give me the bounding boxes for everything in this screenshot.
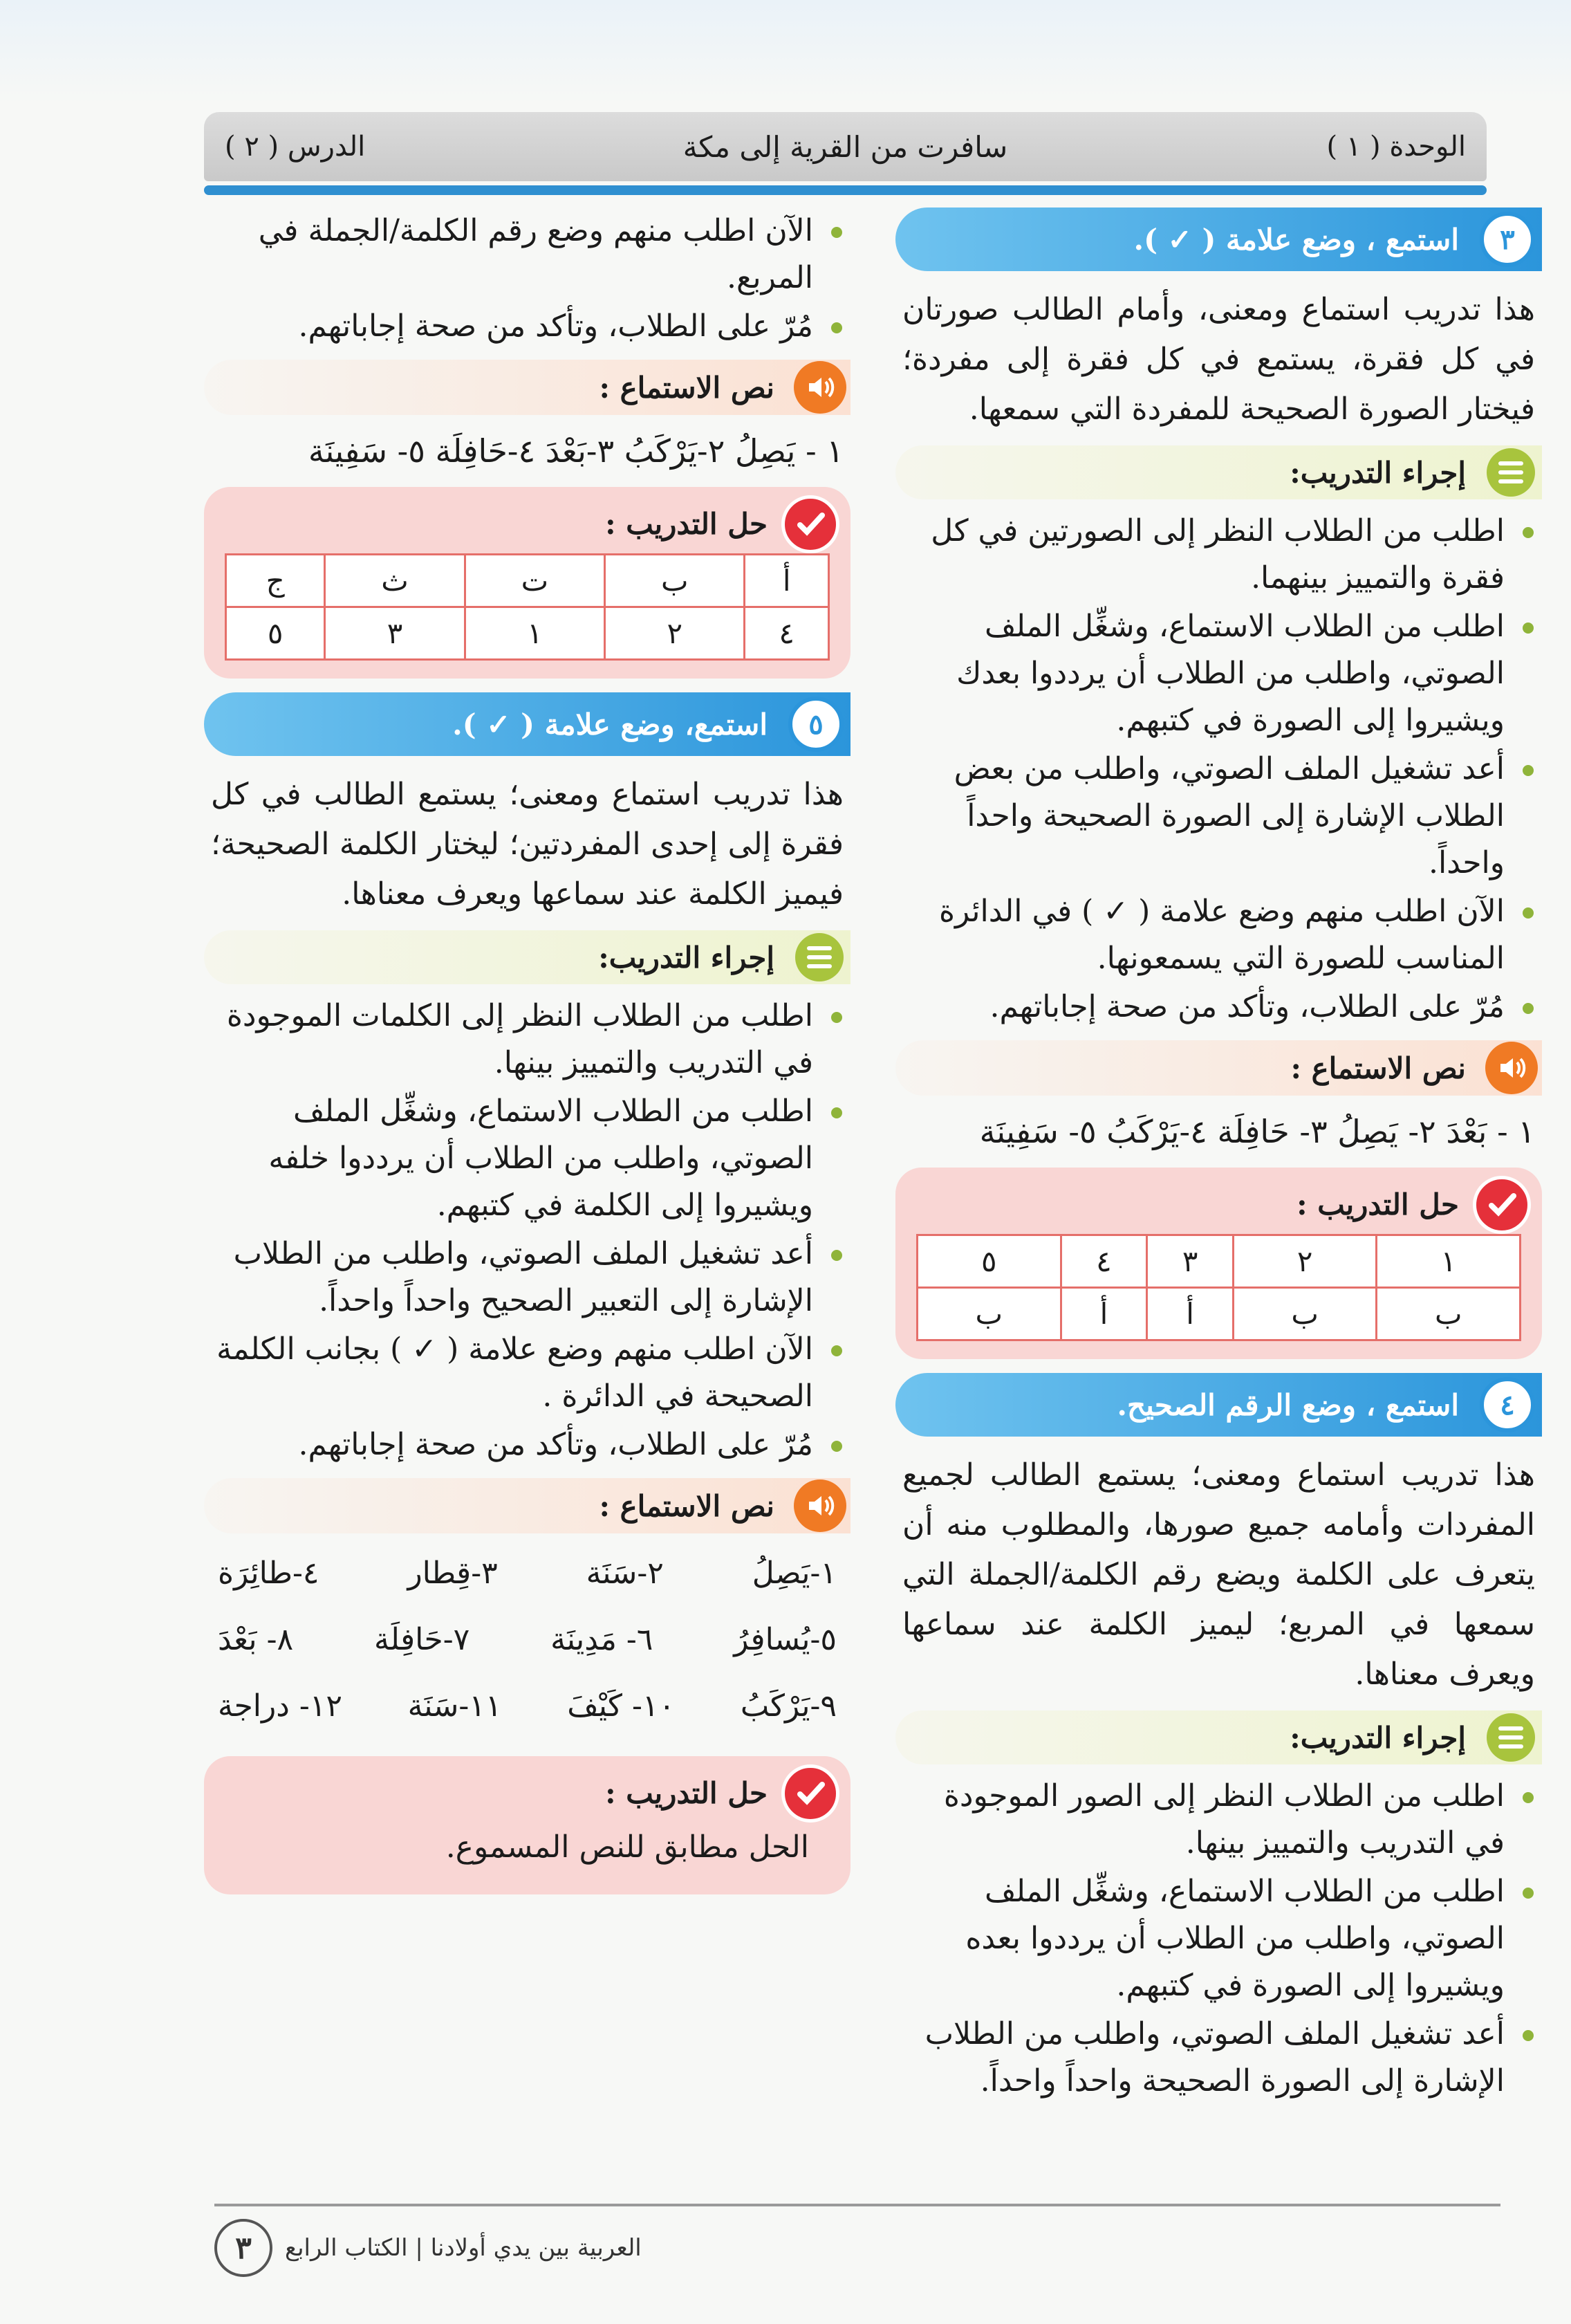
listen-title: نص الاستماع : — [599, 1488, 774, 1523]
check-icon — [1473, 1176, 1531, 1234]
speaker-icon[interactable] — [794, 361, 846, 414]
solution-title: حل التدريب : — [1296, 1187, 1459, 1221]
exercise-3-steps — [895, 508, 1542, 1031]
table-cell: أ — [1061, 1288, 1147, 1340]
word-item: ١٢- دراجة — [218, 1688, 342, 1724]
table-cell: ٤ — [745, 607, 829, 660]
table-cell: ب — [918, 1288, 1061, 1340]
exercise-4-listen-text: ١ - يَصِلُ ٢-يَرْكَبُ ٣-بَعْدَ ٤-حَافِلَة ٥- سَفِينَة — [308, 432, 844, 470]
page-header — [204, 112, 1487, 181]
list-icon — [1487, 448, 1535, 497]
list-icon — [1487, 1713, 1535, 1762]
table-row — [918, 1288, 1521, 1340]
word-item: ٣-قِطار — [407, 1556, 498, 1591]
list-item: الآن اطلب منهم وضع علامة ( ✓ ) بجانب الكلمة الصحيحة في الدائرة . — [204, 1326, 850, 1420]
check-icon — [781, 495, 839, 553]
exercise-5-procedure-header — [204, 930, 850, 984]
list-item: أعد تشغيل الملف الصوتي، واطلب من الطلاب الإشارة إلى الصورة الصحيحة واحداً واحداً. — [895, 2011, 1542, 2105]
table-row — [226, 555, 829, 607]
exercise-5-steps — [204, 993, 850, 1468]
exercise-5-number: ٥ — [788, 697, 844, 752]
exercise-3-intro: هذا تدريب استماع ومعنى، وأمام الطالب صورتان في كل فقرة، يستمع في كل فقرة إلى مفردة؛ فيختار الصورة الصحيحة للمفردة التي سمعها. — [902, 292, 1535, 427]
word-item: ٩-يَرْكَبُ — [740, 1688, 837, 1724]
solution-header — [225, 499, 830, 548]
table-header-cell: ٣ — [1147, 1235, 1234, 1288]
exercise-4-procedure-header — [895, 1710, 1542, 1764]
exercise-4-intro: هذا تدريب استماع ومعنى؛ يستمع الطالب لجميع المفردات وأمامه جميع صورها، والمطلوب منه أن يتعرف على الكلمة ويضع رقم الكلمة/الجملة التي سمعها في المربع؛ ليميز الكلمة عند سماعها ويعرف معناها. — [902, 1457, 1535, 1692]
listen-title: نص الاستماع : — [599, 370, 774, 405]
list-item: الآن اطلب منهم وضع رقم الكلمة/الجملة في المربع. — [204, 208, 850, 302]
exercise-3-solution-table — [916, 1234, 1521, 1341]
word-item: ٥-يُسافِرُ — [734, 1622, 837, 1657]
exercise-3-procedure-header — [895, 445, 1542, 499]
procedure-title: إجراء التدريب: — [598, 940, 774, 975]
word-row — [218, 1607, 837, 1673]
list-item: الآن اطلب منهم وضع علامة ( ✓ ) في الدائرة المناسب للصورة التي يسمعونها. — [895, 888, 1542, 982]
lesson-title: سافرت من القرية إلى مكة — [682, 130, 1008, 164]
page-number: ٣ — [214, 2219, 272, 2277]
table-cell: ٥ — [226, 607, 325, 660]
exercise-4-steps — [895, 1773, 1542, 2105]
exercise-3-listen-header — [895, 1040, 1542, 1096]
procedure-title: إجراء التدريب: — [1290, 455, 1466, 490]
list-item: مُرّ على الطلاب، وتأكد من صحة إجاباتهم. — [204, 303, 850, 350]
unit-label: الوحدة ( ١ ) — [1326, 131, 1466, 163]
listen-title: نص الاستماع : — [1290, 1051, 1466, 1085]
table-cell: ٢ — [605, 607, 745, 660]
table-cell: ١ — [465, 607, 604, 660]
page-footer — [214, 2219, 642, 2277]
word-item: ٨- بَعْدَ — [218, 1622, 294, 1657]
procedure-title: إجراء التدريب: — [1290, 1720, 1466, 1755]
word-item: ٤-طائِرَة — [218, 1556, 319, 1591]
exercise-5-title: استمع، وضع علامة ( ✓ ). — [452, 707, 768, 741]
exercise-3-listen-text: ١ - بَعْدَ ٢- يَصِلُ ٣- حَافِلَة ٤-يَرْكَبُ ٥- سَفِينَة — [979, 1113, 1535, 1150]
book-title: العربية بين يدي أولادنا | الكتاب الرابع — [285, 2234, 642, 2262]
table-cell: أ — [1147, 1288, 1234, 1340]
exercise-3-solution — [895, 1168, 1542, 1359]
lesson-label: الدرس ( ٢ ) — [225, 131, 366, 163]
list-item: مُرّ على الطلاب، وتأكد من صحة إجاباتهم. — [895, 984, 1542, 1031]
list-item: اطلب من الطلاب النظر إلى الصور الموجودة في التدريب والتمييز بينها. — [895, 1773, 1542, 1867]
solution-title: حل التدريب : — [605, 506, 768, 541]
footer-divider — [214, 2204, 1500, 2206]
word-item: ٢-سَنَة — [586, 1556, 664, 1591]
list-item: اطلب من الطلاب النظر إلى الكلمات الموجودة في التدريب والتمييز بينها. — [204, 993, 850, 1087]
word-row — [218, 1673, 837, 1740]
table-cell: ب — [1377, 1288, 1521, 1340]
speaker-icon[interactable] — [794, 1479, 846, 1532]
exercise-4-solution-table — [225, 553, 830, 661]
exercise-4-number: ٤ — [1480, 1377, 1535, 1432]
word-item: ٧-حَافِلَة — [373, 1622, 470, 1657]
exercise-3-number: ٣ — [1480, 212, 1535, 267]
table-header-cell: ٢ — [1233, 1235, 1377, 1288]
word-item: ١١-سَنَة — [407, 1688, 502, 1724]
exercise-4-title: استمع ، وضع الرقم الصحيح. — [1117, 1387, 1459, 1422]
solution-header — [916, 1180, 1521, 1228]
exercise-5-intro: هذا تدريب استماع ومعنى؛ يستمع الطالب في كل فقرة إلى إحدى المفردتين؛ ليختار الكلمة الصحيحة؛ فيميز الكلمة عند سماعها ويعرف معناها. — [211, 777, 844, 912]
exercise-3-banner — [895, 208, 1542, 271]
solution-note: الحل مطابق للنص المسموع. — [445, 1829, 809, 1865]
exercise-5-word-grid — [204, 1540, 850, 1740]
table-cell: ب — [1233, 1288, 1377, 1340]
solution-title: حل التدريب : — [605, 1776, 768, 1810]
table-header-cell: ٤ — [1061, 1235, 1147, 1288]
list-item: اطلب من الطلاب الاستماع، وشغِّل الملف الصوتي، واطلب من الطلاب أن يرددوا بعدك ويشيروا إلى الصورة في كتبهم. — [895, 603, 1542, 744]
list-item: أعد تشغيل الملف الصوتي، واطلب من بعض الطلاب الإشارة إلى الصورة الصحيحة واحداً واحداً. — [895, 746, 1542, 887]
word-row — [218, 1540, 837, 1607]
table-row — [918, 1235, 1521, 1288]
list-item: مُرّ على الطلاب، وتأكد من صحة إجاباتهم. — [204, 1421, 850, 1468]
table-header-cell: ت — [465, 555, 604, 607]
left-column — [204, 208, 850, 1908]
solution-header — [225, 1769, 830, 1817]
list-item: اطلب من الطلاب الاستماع، وشغِّل الملف الصوتي، واطلب من الطلاب أن يرددوا بعده ويشيروا إلى الصورة في كتبهم. — [895, 1868, 1542, 2009]
speaker-icon[interactable] — [1485, 1042, 1538, 1094]
exercise-3-title: استمع ، وضع علامة ( ✓ ). — [1133, 222, 1459, 257]
list-item: اطلب من الطلاب النظر إلى الصورتين في كل فقرة والتمييز بينهما. — [895, 508, 1542, 602]
table-cell: ٣ — [325, 607, 465, 660]
table-row — [226, 607, 829, 660]
table-header-cell: ب — [605, 555, 745, 607]
word-item: ٦- مَدِينَة — [550, 1622, 653, 1657]
exercise-5-solution — [204, 1756, 850, 1894]
list-item: أعد تشغيل الملف الصوتي، واطلب من الطلاب الإشارة إلى التعبير الصحيح واحداً واحداً. — [204, 1230, 850, 1325]
list-item: اطلب من الطلاب الاستماع، وشغِّل الملف الصوتي، واطلب من الطلاب أن يرددوا خلفه ويشيروا إلى الكلمة في كتبهم. — [204, 1088, 850, 1229]
list-icon — [795, 933, 844, 981]
table-header-cell: ج — [226, 555, 325, 607]
table-header-cell: ث — [325, 555, 465, 607]
table-header-cell: أ — [745, 555, 829, 607]
word-item: ١-يَصِلُ — [752, 1556, 837, 1591]
header-underline — [204, 185, 1487, 195]
exercise-4-solution — [204, 487, 850, 679]
top-decoration — [0, 0, 1571, 104]
table-header-cell: ٥ — [918, 1235, 1061, 1288]
exercise-4-steps-continued — [204, 208, 850, 350]
right-column — [895, 208, 1542, 2106]
exercise-4-banner — [895, 1373, 1542, 1437]
exercise-5-banner — [204, 692, 850, 756]
exercise-5-listen-header — [204, 1478, 850, 1533]
word-item: ١٠- كَيْفَ — [567, 1688, 676, 1724]
exercise-4-listen-header — [204, 360, 850, 415]
check-icon — [781, 1764, 839, 1823]
table-header-cell: ١ — [1377, 1235, 1521, 1288]
